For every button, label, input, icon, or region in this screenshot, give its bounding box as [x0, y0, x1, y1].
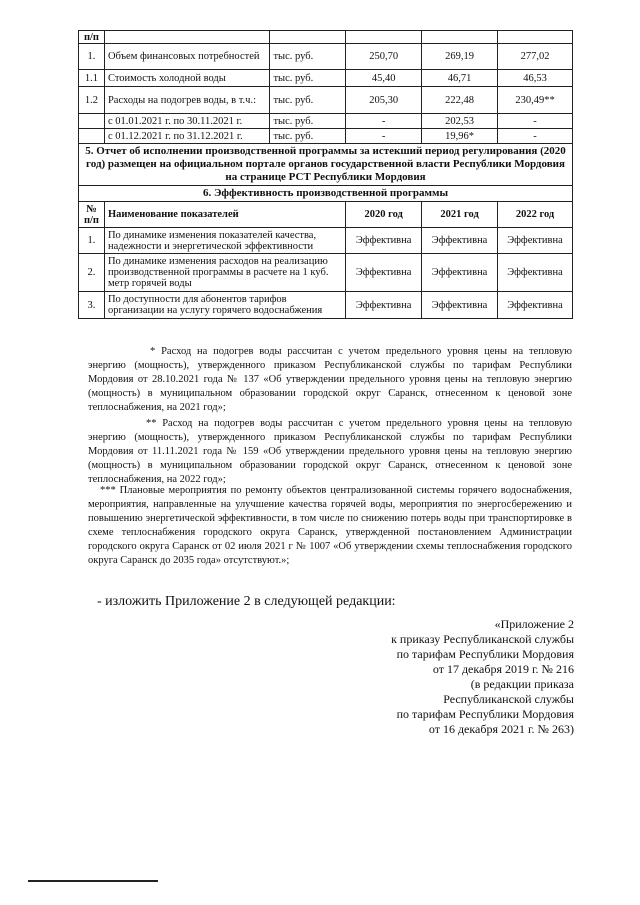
appendix-line: к приказу Республиканской службы [391, 632, 574, 646]
eff-name: По динамике изменения расходов на реализацию производственной программы в расчете на 1 куб. метр горячей воды [104, 254, 345, 292]
section-6-row [79, 186, 573, 202]
eff-2022: Эффективна [498, 292, 573, 319]
row-2021: 269,19 [422, 44, 498, 70]
eff-2021: Эффективна [422, 228, 498, 254]
table-row [79, 129, 573, 144]
row-name: Расходы на подогрев воды, в т.ч.: [104, 87, 269, 114]
appendix-block [391, 617, 574, 737]
eff-num: 3. [79, 292, 105, 319]
table-row [79, 114, 573, 129]
footer-rule [28, 880, 158, 882]
row-num: 1.2 [79, 87, 105, 114]
row-2020: - [346, 114, 422, 129]
row-2022: 277,02 [498, 44, 573, 70]
eff-2020: Эффективна [346, 228, 422, 254]
row-unit: тыс. руб. [270, 129, 346, 144]
appendix-line: от 16 декабря 2021 г. № 263) [428, 722, 574, 736]
eff-header-2020: 2020 год [346, 202, 422, 228]
header-num: п/п [79, 31, 105, 44]
eff-name: По динамике изменения показателей качества, надежности и энергетической эффективности [104, 228, 345, 254]
eff-row [79, 292, 573, 319]
row-unit: тыс. руб. [270, 87, 346, 114]
eff-2021: Эффективна [422, 292, 498, 319]
row-unit: тыс. руб. [270, 70, 346, 87]
eff-num: 2. [79, 254, 105, 292]
table-row [79, 87, 573, 114]
eff-2020: Эффективна [346, 292, 422, 319]
row-2022: - [498, 129, 573, 144]
eff-header-row [79, 202, 573, 228]
row-2021: 46,71 [422, 70, 498, 87]
row-2020: 45,40 [346, 70, 422, 87]
instruction-text: - изложить Приложение 2 в следующей редакции: [97, 594, 396, 609]
row-name: с 01.01.2021 г. по 30.11.2021 г. [104, 114, 269, 129]
row-name: Стоимость холодной воды [104, 70, 269, 87]
footnote-2: ** Расход на подогрев воды рассчитан с учетом предельного уровня цены на тепловую энергию (мощность), утвержденного приказом Республиканской службы по тарифам Республики Мордовия от 11.11.2021 года № 159 «Об утверждении предельного уровня цены на тепловую энергию (мощность) в муниципальном образовании городской округ Саранск, отнесенном к ценовой зоне теплоснабжения, на 2022 год»; [88, 418, 572, 485]
row-2021: 222,48 [422, 87, 498, 114]
eff-row [79, 228, 573, 254]
table-header-row [79, 31, 573, 44]
row-2020: - [346, 129, 422, 144]
row-2022: 46,53 [498, 70, 573, 87]
section-6-title: 6. Эффективность производственной программы [79, 186, 573, 202]
eff-header-2022: 2022 год [498, 202, 573, 228]
row-unit: тыс. руб. [270, 44, 346, 70]
row-2021: 202,53 [422, 114, 498, 129]
appendix-line: по тарифам Республики Мордовия [396, 647, 574, 661]
appendix-line: (в редакции приказа [470, 677, 574, 691]
table-row [79, 44, 573, 70]
footnote-1: * Расход на подогрев воды рассчитан с учетом предельного уровня цены на тепловую энергию (мощность), утвержденного приказом Республиканской службы по тарифам Республики Мордовия от 28.10.2021 года № 137 «Об утверждении предельного уровня цены на тепловую энергию (мощность) в муниципальном образовании городской округ Саранск, отнесенном к ценовой зоне теплоснабжения, на 2021 год»; [88, 346, 572, 413]
row-unit: тыс. руб. [270, 114, 346, 129]
row-name: Объем финансовых потребностей [104, 44, 269, 70]
eff-2022: Эффективна [498, 228, 573, 254]
row-2020: 205,30 [346, 87, 422, 114]
row-2021: 19,96* [422, 129, 498, 144]
eff-num: 1. [79, 228, 105, 254]
row-num [79, 114, 105, 129]
row-name: с 01.12.2021 г. по 31.12.2021 г. [104, 129, 269, 144]
appendix-line: Республиканской службы [443, 692, 574, 706]
eff-header-num: № п/п [79, 202, 105, 228]
appendix-line: от 17 декабря 2019 г. № 216 [432, 662, 574, 676]
appendix-line: по тарифам Республики Мордовия [396, 707, 574, 721]
section-5-row [79, 144, 573, 186]
eff-row [79, 254, 573, 292]
footnote-3: *** Плановые мероприятия по ремонту объектов централизованной системы горячего водоснабжения, мероприятия, направленные на улучшение качества горячей воды, мероприятия по энергосбережению и повышению энергетической эффективности, в том числе по снижению потерь воды при транспортировке в схеме теплоснабжения городского округа Саранск, утвержденной постановлением Администрации городского округа Саранск от 02 июля 2021 г № 1007 «Об утверждении схемы теплоснабжения городского округа Саранск до 2035 года» отсутствуют.»; [88, 485, 572, 566]
eff-header-2021: 2021 год [422, 202, 498, 228]
eff-2021: Эффективна [422, 254, 498, 292]
eff-2022: Эффективна [498, 254, 573, 292]
row-num: 1. [79, 44, 105, 70]
row-2020: 250,70 [346, 44, 422, 70]
row-2022: 230,49** [498, 87, 573, 114]
row-num: 1.1 [79, 70, 105, 87]
row-2022: - [498, 114, 573, 129]
table-row [79, 70, 573, 87]
row-num [79, 129, 105, 144]
program-table [78, 30, 573, 319]
section-5-title: 5. Отчет об исполнении производственной программы за истекший период регулирования (2020 год) размещен на официальном портале органов государственной власти Республики Мордовия на странице РСТ Республики Мордовия [79, 144, 573, 186]
eff-name: По доступности для абонентов тарифов организации на услугу горячего водоснабжения [104, 292, 345, 319]
appendix-line: «Приложение 2 [494, 617, 574, 631]
eff-header-name: Наименование показателей [104, 202, 345, 228]
eff-2020: Эффективна [346, 254, 422, 292]
